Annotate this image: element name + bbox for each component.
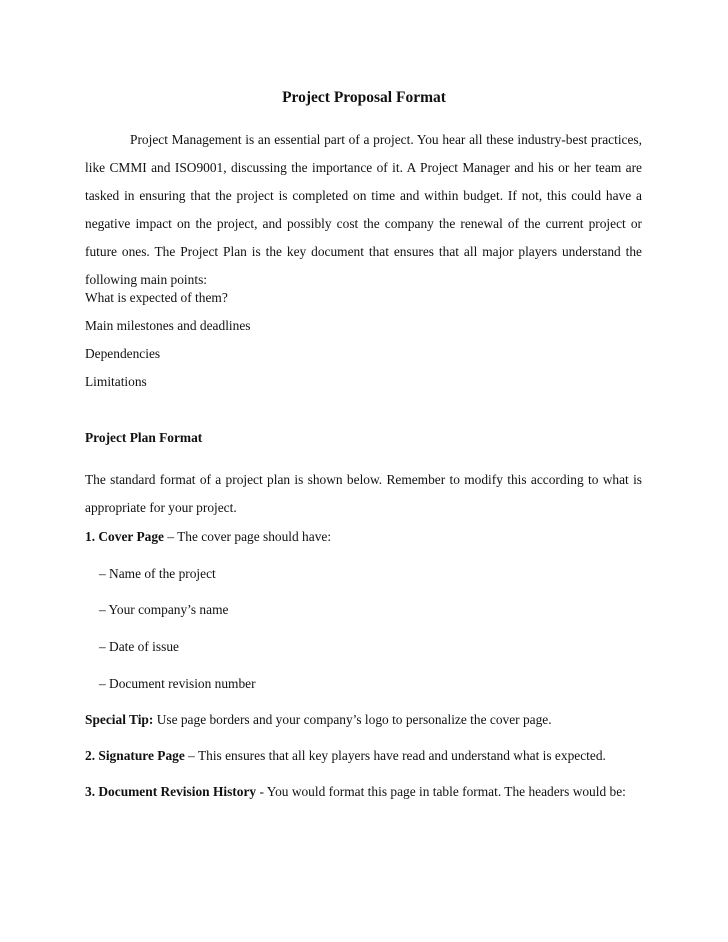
special-tip-line xyxy=(85,710,642,730)
cover-page-item: – Document revision number xyxy=(99,676,256,691)
cover-page-label: 1. Cover Page xyxy=(85,529,164,544)
section-heading-text: Project Plan Format xyxy=(85,430,203,445)
section-heading xyxy=(85,428,642,448)
signature-page-line xyxy=(85,746,642,766)
signature-page-label: 2. Signature Page xyxy=(85,748,185,763)
document-title: Project Proposal Format xyxy=(282,89,446,106)
signature-page-text: – This ensures that all key players have read and understand what is expected. xyxy=(184,748,606,763)
special-tip-text: Use page borders and your company’s logo to personalize the cover page. xyxy=(153,712,552,727)
cover-page-line xyxy=(85,527,642,547)
cover-page-item: – Date of issue xyxy=(99,639,179,654)
main-point-item: Limitations xyxy=(85,374,147,389)
cover-page-item: – Name of the project xyxy=(99,566,216,581)
cover-page-text: – The cover page should have: xyxy=(163,529,332,544)
special-tip-label: Special Tip: xyxy=(85,712,154,727)
main-point-item: What is expected of them? xyxy=(85,290,228,305)
cover-page-item: – Your company’s name xyxy=(99,602,229,617)
main-point-item: Dependencies xyxy=(85,346,161,361)
revision-history-paragraph xyxy=(85,778,642,806)
format-intro-paragraph: The standard format of a project plan is shown below. Remember to modify this according to what is appropriate for your project. xyxy=(85,472,642,515)
revision-history-label: 3. Document Revision History xyxy=(85,784,257,799)
main-point-item: Main milestones and deadlines xyxy=(85,318,251,333)
intro-paragraph: Project Management is an essential part of a project. You hear all these industry-best practices, like CMMI and ISO9001, discussing the importance of it. A Project Manager and his or her team are tasked in ensuring that the project is completed on time and within budget. If not, this could have a negative impact on the project, and possibly cost the company the renewal of the current project or future ones. The Project Plan is the key document that ensures that all major players understand the following main points: xyxy=(85,132,642,287)
revision-history-text: - You would format this page in table format. The headers would be: xyxy=(256,784,626,799)
